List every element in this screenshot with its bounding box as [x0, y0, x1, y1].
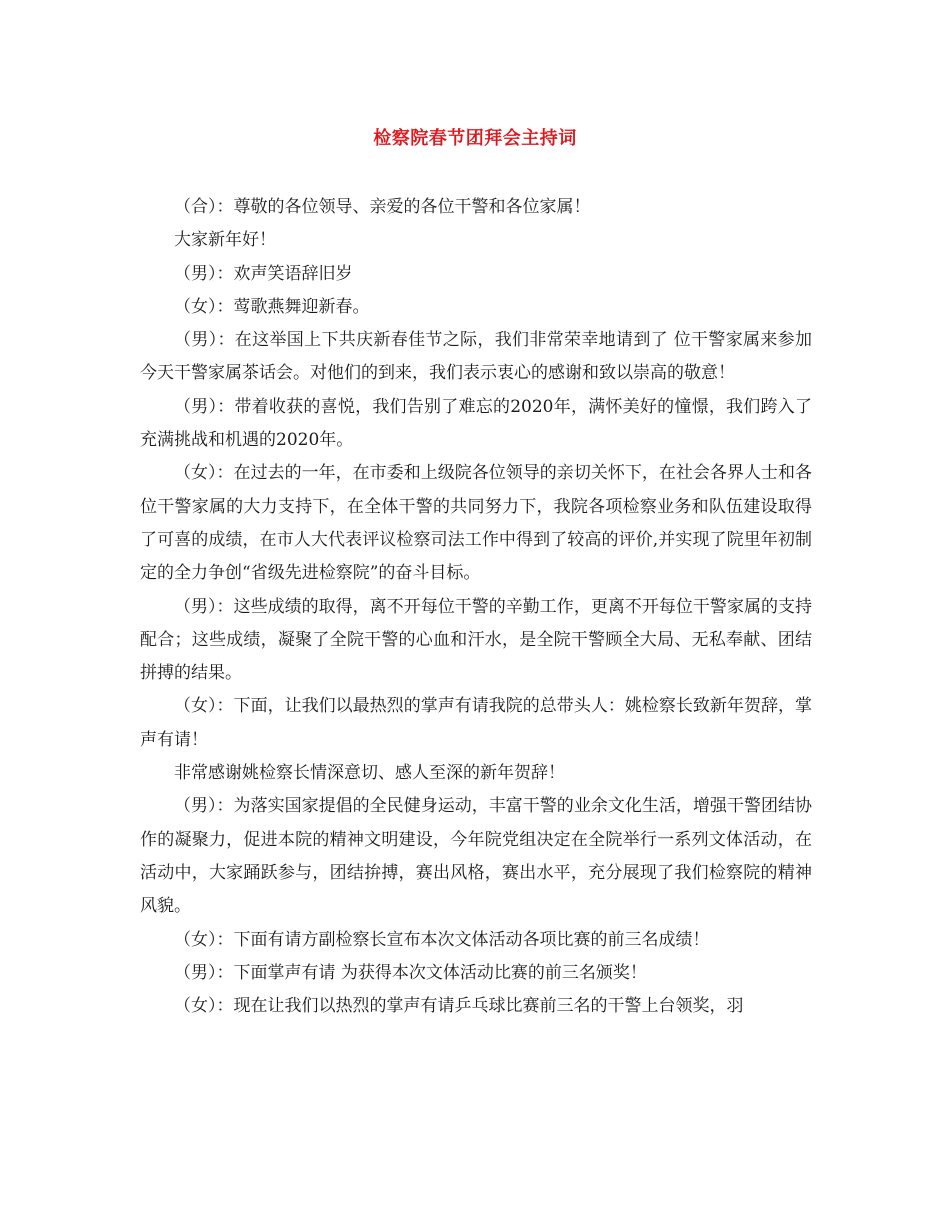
paragraph: （男）：带着收获的喜悦，我们告别了难忘的2020年，满怀美好的憧憬，我们跨入了充满挑战和机遇的2020年。: [140, 396, 812, 451]
document-body: [140, 191, 812, 1023]
document-title: 检察院春节团拜会主持词: [373, 128, 577, 149]
paragraph: （男）：在这举国上下共庆新春佳节之际，我们非常荣幸地请到了 位干警家属来参加今天干警家属茶话会。对他们的到来，我们表示衷心的感谢和致以崇高的敬意！: [140, 330, 812, 384]
paragraph: （女）：下面有请方副检察长宣布本次文体活动各项比赛的前三名成绩！: [174, 929, 710, 950]
paragraph: （男）：这些成绩的取得，离不开每位干警的辛勤工作，更离不开每位干警家属的支持配合；这些成绩，凝聚了全院干警的心血和汗水，是全院干警顾全大局、无私奉献、团结拼搏的结果。: [140, 596, 812, 684]
paragraph: 非常感谢姚检察长情深意切、感人至深的新年贺辞！: [174, 763, 565, 784]
paragraph: （男）：下面掌声有请 为获得本次文体活动比赛的前三名颁奖！: [174, 962, 647, 983]
paragraph: （女）：在过去的一年，在市委和上级院各位领导的亲切关怀下，在社会各界人士和各位干警家属的大力支持下，在全体干警的共同努力下，我院各项检察业务和队伍建设取得了可喜的成绩，在市人大代表评议检察司法工作中得到了较高的评价,并实现了院里年初制定的全力争创“省级先进检察院”的奋斗目标。: [140, 463, 812, 584]
paragraph: （男）：欢声笑语辞旧岁: [174, 263, 353, 284]
paragraph: （男）：为落实国家提倡的全民健身运动，丰富干警的业余文化生活，增强干警团结协作的凝聚力，促进本院的精神文明建设，今年院党组决定在全院举行一系列文体活动，在活动中，大家踊跃参与，团结拚搏，赛出风格，赛出水平，充分展现了我们检察院的精神风貌。: [140, 796, 812, 917]
paragraph: 大家新年好！: [174, 230, 276, 251]
paragraph: （女）：莺歌燕舞迎新春。: [174, 296, 370, 317]
paragraph: （女）：现在让我们以热烈的掌声有请乒乓球比赛前三名的干警上台领奖，羽: [174, 996, 744, 1017]
paragraph: （合）：尊敬的各位领导、亲爱的各位干警和各位家属！: [174, 197, 591, 217]
paragraph: （女）：下面，让我们以最热烈的掌声有请我院的总带头人：姚检察长致新年贺辞，掌声有请！: [140, 696, 812, 750]
